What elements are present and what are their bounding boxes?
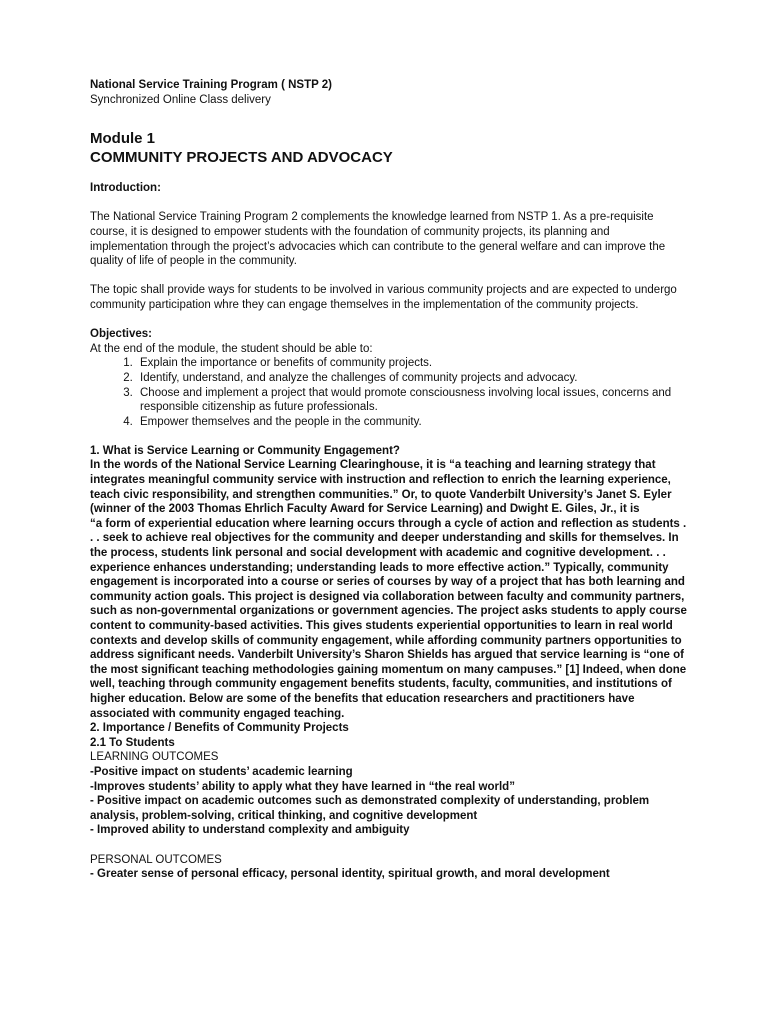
objective-item: 2. Identify, understand, and analyze the challenges of community projects and advocacy.: [136, 371, 690, 386]
personal-outcomes-heading: PERSONAL OUTCOMES: [90, 853, 222, 866]
section-1-body: In the words of the National Service Learning Clearinghouse, it is “a teaching and learning strategy that integrates meaningful community service with instruction and reflection to enrich the learning experience, teach civic responsibility, and strengthen communities.” Or, to quote Vanderbilt University’s Janet S. Eyler (winner of the 2003 Thomas Ehrlich Faculty Award for Service Learning) and Dwight E. Giles, Jr., it is: [90, 459, 672, 516]
module-number: Module 1: [90, 130, 156, 148]
section-2-heading: 2. Importance / Benefits of Community Projects: [90, 722, 349, 735]
learning-outcome-item: - Positive impact on academic outcomes such as demonstrated complexity of understanding, problem analysis, problem-solving, critical thinking, and cognitive development: [90, 795, 650, 822]
learning-outcome-item: -Improves students’ ability to apply what they have learned in “the real world”: [90, 780, 515, 793]
objective-item: 3. Choose and implement a project that would promote consciousness involving local issues, concerns and responsible citizenship as future professionals.: [136, 386, 690, 415]
objectives-heading: Objectives:: [90, 328, 152, 341]
program-title: National Service Training Program ( NSTP 2): [90, 79, 332, 91]
delivery-mode: Synchronized Online Class delivery: [90, 93, 271, 106]
objectives-list: [90, 356, 690, 429]
objectives-lead: At the end of the module, the student should be able to:: [90, 342, 373, 355]
document-body: [90, 78, 690, 882]
learning-outcome-item: - Improved ability to understand complexity and ambiguity: [90, 824, 410, 837]
introduction-paragraph-1: The National Service Training Program 2 complements the knowledge learned from NSTP 1. As a pre-requisite course, it is designed to empower students with the foundation of community projects, its planning and implementation through the project’s advocacies which can contribute to the general welfare and can improve the quality of life of people in the community.: [90, 211, 666, 268]
introduction-paragraph-2: The topic shall provide ways for students to be involved in various community projects and are expected to undergo community participation whre they can engage themselves in the implementation of the community projects.: [90, 284, 677, 311]
introduction-heading: Introduction:: [90, 182, 161, 195]
learning-outcome-item: -Positive impact on students’ academic learning: [90, 765, 353, 778]
personal-outcome-item: - Greater sense of personal efficacy, personal identity, spiritual growth, and moral development: [90, 868, 610, 881]
section-2-subheading: 2.1 To Students: [90, 736, 175, 749]
objective-item: 4. Empower themselves and the people in the community.: [136, 415, 690, 430]
section-1-heading: 1. What is Service Learning or Community Engagement?: [90, 444, 400, 457]
module-title: COMMUNITY PROJECTS AND ADVOCACY: [90, 149, 393, 167]
learning-outcomes-heading: LEARNING OUTCOMES: [90, 751, 219, 764]
section-1-quote: “a form of experiential education where learning occurs through a cycle of action and reflection as students . . . seek to achieve real objectives for the community and deeper understanding and skills for themselves. In the process, students link personal and social development with academic and cognitive development. . . experience enhances understanding; understanding leads to more effective action.” Typically, community engagement is incorporated into a course or series of courses by way of a project that has both learning and community action goals. This project is designed via collaboration between faculty and community partners, such as non-governmental organizations or government agencies. The project asks students to apply course content to community-based activities. This gives students experiential opportunities to learn in real world contexts and develop skills of community engagement, while affording community partners opportunities to address significant needs. Vanderbilt University’s Sharon Shields has argued that service learning is “one of the most significant teaching methodologies gaining momentum on many campuses.” [1] Indeed, when done well, teaching through community engagement benefits students, faculty, communities, and institutions of higher education. Below are some of the benefits that education researchers and practitioners have associated with community engaged teaching.: [90, 517, 687, 720]
objective-item: 1. Explain the importance or benefits of community projects.: [136, 356, 690, 371]
